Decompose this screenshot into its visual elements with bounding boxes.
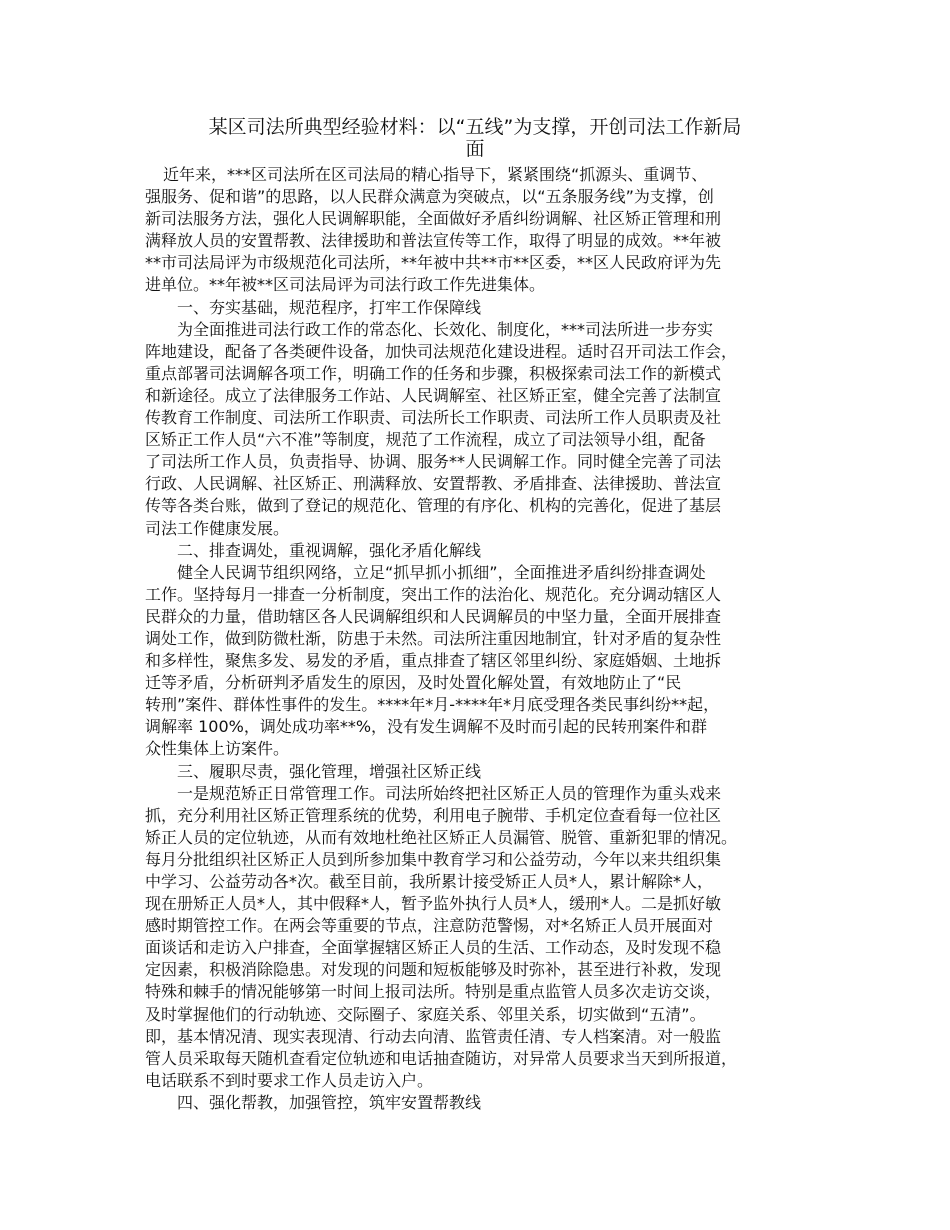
body-text-line: 现在册矫正人员*人，其中假释*人，暂予监外执行人员*人，缓刑*人。二是抓好敏 [145, 894, 722, 914]
body-text-line: 民群众的力量，借助辖区各人民调解组织和人民调解员的中坚力量，全面开展排查 [145, 606, 722, 626]
body-text-line: 区矫正工作人员“六不准”等制度，规范了工作流程，成立了司法领导小组，配备 [145, 430, 706, 450]
body-text-line: 传等各类台账，做到了登记的规范化、管理的有序化、机构的完善化，促进了基层 [145, 496, 722, 516]
body-text-line: 感时期管控工作。在两会等重要的节点，注意防范警惕，对*名矫正人员开展面对 [145, 916, 714, 936]
body-text-line: 转刑”案件、群体性事件的发生。****年*月-****年*月底受理各类民事纠纷**起， [145, 695, 720, 715]
body-text-line: 每月分批组织社区矫正人员到所参加集中教育学习和公益劳动，今年以来共组织集 [145, 849, 722, 869]
body-text-line: 迁等矛盾，分析研判矛盾发生的原因，及时处置化解处置，有效地防止了“民 [145, 673, 682, 693]
body-text-line: **市司法局评为市级规范化司法所，**年被中共**市**区委，**区人民政府评为先 [145, 253, 722, 273]
document-body [145, 164, 835, 1114]
body-text-line: 调解率 100%，调处成功率**%，没有发生调解不及时而引起的民转刑案件和群 [145, 717, 708, 737]
body-text-line: 重点部署司法调解各项工作，明确工作的任务和步骤，积极探索司法工作的新模式 [145, 363, 722, 383]
body-text-line: 工作。坚持每月一排查一分析制度，突出工作的法治化、规范化。充分调动辖区人 [145, 584, 722, 604]
body-text-line: 了司法所工作人员，负责指导、协调、服务**人民调解工作。同时健全完善了司法 [145, 452, 722, 472]
body-text-line: 管人员采取每天随机查看定位轨迹和电话抽查随访，对异常人员要求当天到所报道， [145, 1048, 738, 1068]
body-text-line: 及时掌握他们的行动轨迹、交际圈子、家庭关系、邻里关系，切实做到“五清”。 [145, 1004, 706, 1024]
body-text-line: 近年来，***区司法所在区司法局的精心指导下，紧紧围绕“抓源头、重调节、 [163, 165, 708, 184]
body-text-line: 定因素，积极消除隐患。对发现的问题和短板能够及时弥补，甚至进行补救，发现 [145, 960, 722, 980]
body-text-line: 二、排查调处，重视调解，强化矛盾化解线 [177, 540, 482, 560]
body-text-line: 矫正人员的定位轨迹，从而有效地杜绝社区矫正人员漏管、脱管、重新犯罪的情况。 [145, 827, 738, 847]
body-text-line: 满释放人员的安置帮教、法律援助和普法宣传等工作，取得了明显的成效。**年被 [145, 231, 722, 251]
body-text-line: 电话联系不到时要求工作人员走访入户。 [145, 1070, 434, 1090]
body-text-line: 中学习、公益劳动各*次。截至目前，我所累计接受矫正人员*人，累计解除*人， [145, 872, 714, 891]
body-text-line: 司法工作健康发展。 [145, 518, 290, 538]
title-line: 某区司法所典型经验材料：以“五线”为支撑，开创司法工作新局 [208, 116, 742, 138]
body-text-line: 健全人民调节组织网络，立足“抓早抓小抓细”，全面推进矛盾纠纷排查调处 [177, 562, 706, 582]
body-text-line: 一是规范矫正日常管理工作。司法所始终把社区矫正人员的管理作为重头戏来 [177, 783, 722, 803]
body-text-line: 和多样性，聚焦多发、易发的矛盾，重点排查了辖区邻里纠纷、家庭婚姻、土地拆 [145, 651, 722, 671]
body-text-line: 新司法服务方法，强化人民调解职能，全面做好矛盾纠纷调解、社区矫正管理和刑 [145, 209, 722, 229]
body-text-line: 阵地建设，配备了各类硬件设备，加快司法规范化建设进程。适时召开司法工作会， [145, 341, 738, 361]
body-text-line: 和新途径。成立了法律服务工作站、人民调解室、社区矫正室，健全完善了法制宣 [145, 385, 722, 405]
document-title [140, 113, 810, 161]
body-text-line: 三、履职尽责，强化管理，增强社区矫正线 [177, 761, 482, 781]
title-line: 面 [465, 138, 485, 161]
body-text-line: 面谈话和走访入户排查，全面掌握辖区矫正人员的生活、工作动态，及时发现不稳 [145, 938, 722, 958]
body-text-line: 一、夯实基础，规范程序，打牢工作保障线 [177, 297, 482, 317]
body-text-line: 抓，充分利用社区矫正管理系统的优势，利用电子腕带、手机定位查看每一位社区 [145, 805, 722, 825]
body-text-line: 进单位。**年被**区司法局评为司法行政工作先进集体。 [145, 275, 546, 295]
body-text-line: 即，基本情况清、现实表现清、行动去向清、监管责任清、专人档案清。对一般监 [145, 1026, 722, 1046]
body-text-line: 传教育工作制度、司法所工作职责、司法所长工作职责、司法所工作人员职责及社 [145, 408, 722, 428]
body-text-line: 四、强化帮教，加强管控，筑牢安置帮教线 [177, 1092, 482, 1112]
body-text-line: 众性集体上访案件。 [145, 739, 290, 759]
body-text-line: 强服务、促和谐”的思路，以人民群众满意为突破点，以“五条服务线”为支撑，创 [145, 187, 714, 207]
body-text-line: 为全面推进司法行政工作的常态化、长效化、制度化，***司法所进一步夯实 [177, 319, 714, 339]
body-text-line: 特殊和棘手的情况能够第一时间上报司法所。特别是重点监管人员多次走访交谈， [145, 982, 722, 1002]
body-text-line: 行政、人民调解、社区矫正、刑满释放、安置帮教、矛盾排查、法律援助、普法宣 [145, 474, 722, 494]
body-text-line: 调处工作，做到防微杜渐，防患于未然。司法所注重因地制宜，针对矛盾的复杂性 [145, 628, 722, 648]
